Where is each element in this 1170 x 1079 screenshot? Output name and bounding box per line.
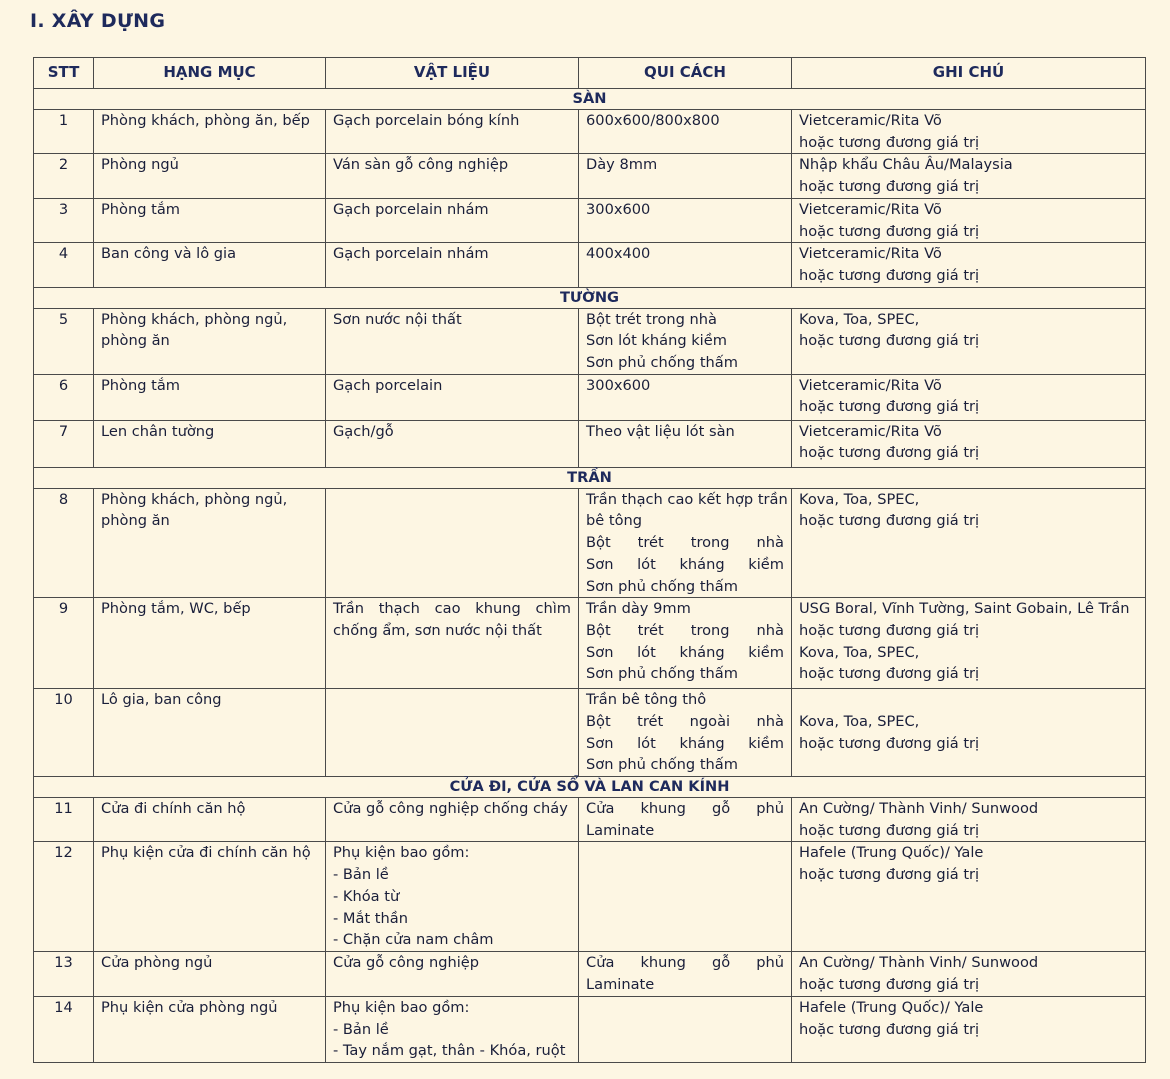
row-stt: 2 — [34, 154, 94, 198]
table-row — [34, 952, 1146, 996]
cell-line: hoặc tương đương giá trị — [799, 734, 980, 752]
cell-line: Bột trét ngoài nhà — [586, 712, 784, 730]
cell-line: hoặc tương đương giá trị — [799, 332, 980, 350]
row-material — [326, 420, 579, 467]
cell-line: hoặc tương đương giá trị — [799, 621, 980, 639]
row-item — [94, 842, 326, 952]
row-stt: 3 — [34, 198, 94, 242]
cell-line: hoặc tương đương giá trị — [799, 512, 980, 530]
row-stt: 9 — [34, 598, 94, 689]
header-material: VẬT LIỆU — [326, 58, 579, 89]
header-spec: QUI CÁCH — [579, 58, 792, 89]
row-item — [94, 308, 326, 374]
cell-line: Hafele (Trung Quốc)/ Yale — [799, 998, 984, 1016]
cell-line: hoặc tương đương giá trị — [799, 1020, 980, 1038]
table-row — [34, 198, 1146, 242]
cell-line — [799, 689, 1138, 711]
table-row — [34, 689, 1146, 777]
cell-line: Cửa gỗ công nghiệp chống cháy — [333, 800, 568, 818]
row-material — [326, 110, 579, 154]
row-spec — [579, 243, 792, 287]
row-material — [326, 798, 579, 842]
cell-line: 300x600 — [586, 376, 651, 394]
cell-line: Sơn phủ chống thấm — [586, 354, 738, 372]
table-row — [34, 374, 1146, 420]
row-note — [792, 374, 1146, 420]
cell-line: Sơn lót kháng kiềm — [586, 332, 727, 350]
row-note — [792, 110, 1146, 154]
row-material — [326, 996, 579, 1062]
cell-line: 400x400 — [586, 245, 651, 263]
row-spec — [579, 952, 792, 996]
row-item — [94, 110, 326, 154]
header-note: GHI CHÚ — [792, 58, 1146, 89]
row-material — [326, 488, 579, 598]
cell-line: Ban công và lô gia — [101, 245, 237, 263]
row-spec — [579, 689, 792, 777]
cell-line: Vietceramic/Rita Võ — [799, 245, 942, 263]
cell-line: 600x600/800x800 — [586, 112, 720, 129]
cell-line: Bột trét trong nhà — [586, 621, 784, 639]
row-note — [792, 952, 1146, 996]
cell-line: hoặc tương đương giá trị — [799, 444, 980, 462]
row-stt: 10 — [34, 689, 94, 777]
cell-line: hoặc tương đương giá trị — [799, 222, 980, 240]
cell-line: hoặc tương đương giá trị — [799, 178, 980, 196]
cell-line: chống ẩm, sơn nước nội thất — [333, 621, 542, 639]
row-material — [326, 198, 579, 242]
cell-line: Phòng khách, phòng ngủ, — [101, 490, 288, 508]
row-item — [94, 598, 326, 689]
page-title: I. XÂY DỰNG — [30, 10, 166, 32]
row-item — [94, 154, 326, 198]
section-title: TƯỜNG — [34, 287, 1146, 308]
cell-line: Sơn nước nội thất — [333, 310, 462, 328]
cell-line: Vietceramic/Rita Võ — [799, 200, 942, 218]
cell-line: Cửa gỗ công nghiệp — [333, 954, 480, 972]
section-row — [34, 287, 1146, 308]
row-item — [94, 798, 326, 842]
row-item — [94, 420, 326, 467]
cell-line: Dày 8mm — [586, 156, 658, 174]
section-row — [34, 467, 1146, 488]
cell-line: phòng ăn — [101, 332, 170, 350]
row-item — [94, 488, 326, 598]
row-note — [792, 689, 1146, 777]
cell-line: Trần thạch cao khung chìm — [333, 600, 571, 618]
row-stt: 1 — [34, 110, 94, 154]
cell-line: hoặc tương đương giá trị — [799, 821, 980, 839]
row-stt: 4 — [34, 243, 94, 287]
cell-line: Phụ kiện bao gồm: — [333, 844, 470, 862]
table-row — [34, 598, 1146, 689]
cell-line: Cửa đi chính căn hộ — [101, 800, 246, 818]
row-material — [326, 689, 579, 777]
row-spec — [579, 110, 792, 154]
cell-line: Sơn phủ chống thấm — [586, 756, 738, 774]
construction-spec-table — [33, 57, 1146, 1063]
cell-line: 300x600 — [586, 200, 651, 218]
row-spec — [579, 842, 792, 952]
cell-line: Lô gia, ban công — [101, 691, 222, 709]
cell-line: phòng ăn — [101, 512, 170, 530]
header-item: HẠNG MỤC — [94, 58, 326, 89]
row-item — [94, 198, 326, 242]
row-item — [94, 689, 326, 777]
row-stt: 5 — [34, 308, 94, 374]
cell-line: Hafele (Trung Quốc)/ Yale — [799, 844, 984, 862]
cell-line: - Bản lề — [333, 866, 389, 884]
table-header-row — [34, 58, 1146, 89]
cell-line: Kova, Toa, SPEC, — [799, 490, 920, 508]
row-spec — [579, 198, 792, 242]
cell-line: Gạch porcelain nhám — [333, 200, 489, 218]
row-note — [792, 842, 1146, 952]
table-row — [34, 243, 1146, 287]
row-stt: 11 — [34, 798, 94, 842]
cell-line: hoặc tương đương giá trị — [799, 266, 980, 284]
row-stt: 6 — [34, 374, 94, 420]
cell-line: Vietceramic/Rita Võ — [799, 422, 942, 440]
cell-line: Sơn lót kháng kiềm — [586, 555, 784, 573]
row-stt: 8 — [34, 488, 94, 598]
row-item — [94, 374, 326, 420]
row-material — [326, 598, 579, 689]
cell-line: Phòng tắm — [101, 376, 181, 394]
row-spec — [579, 488, 792, 598]
row-item — [94, 996, 326, 1062]
row-material — [326, 154, 579, 198]
cell-line: Phòng tắm, WC, bếp — [101, 600, 251, 618]
cell-line: Gạch/gỗ — [333, 422, 394, 440]
row-note — [792, 598, 1146, 689]
cell-line: Vietceramic/Rita Võ — [799, 112, 942, 129]
table-row — [34, 308, 1146, 374]
section-title: CỬA ĐI, CỬA SỔ VÀ LAN CAN KÍNH — [34, 777, 1146, 798]
cell-line: hoặc tương đương giá trị — [799, 398, 980, 416]
cell-line: Phòng tắm — [101, 200, 181, 218]
cell-line: Laminate — [586, 821, 655, 839]
row-stt: 14 — [34, 996, 94, 1062]
cell-line: An Cường/ Thành Vinh/ Sunwood — [799, 800, 1039, 818]
row-stt: 7 — [34, 420, 94, 467]
cell-line: hoặc tương đương giá trị — [799, 133, 980, 151]
row-spec — [579, 374, 792, 420]
cell-line: Ván sàn gỗ công nghiệp — [333, 156, 509, 174]
row-spec — [579, 598, 792, 689]
row-spec — [579, 308, 792, 374]
row-note — [792, 420, 1146, 467]
cell-line: hoặc tương đương giá trị — [799, 976, 980, 994]
section-title: TRẦN — [34, 467, 1146, 488]
cell-line: - Bản lề — [333, 1020, 389, 1038]
row-note — [792, 996, 1146, 1062]
cell-line: bê tông — [586, 512, 643, 530]
cell-line: Sơn phủ chống thấm — [586, 665, 738, 683]
cell-line: Kova, Toa, SPEC, — [799, 643, 920, 661]
cell-line: Len chân tường — [101, 422, 215, 440]
cell-line: - Chặn cửa nam châm — [333, 931, 494, 949]
cell-line: Laminate — [586, 976, 655, 994]
row-note — [792, 798, 1146, 842]
row-material — [326, 374, 579, 420]
row-spec — [579, 798, 792, 842]
cell-line: Trần dày 9mm — [586, 600, 691, 618]
cell-line: Gạch porcelain nhám — [333, 245, 489, 263]
row-item — [94, 243, 326, 287]
cell-line: Cửa khung gỗ phủ — [586, 954, 784, 972]
cell-line: Gạch porcelain — [333, 376, 443, 394]
section-row — [34, 89, 1146, 110]
cell-line: Bột trét trong nhà — [586, 534, 784, 552]
cell-line: Sơn lót kháng kiềm — [586, 734, 784, 752]
row-material — [326, 842, 579, 952]
row-material — [326, 308, 579, 374]
cell-line: Phòng khách, phòng ngủ, — [101, 310, 288, 328]
cell-line: Phụ kiện cửa đi chính căn hộ — [101, 844, 311, 862]
table-body — [34, 89, 1146, 1063]
table-row — [34, 488, 1146, 598]
cell-line: Phòng ngủ — [101, 156, 179, 174]
table-row — [34, 154, 1146, 198]
cell-line: hoặc tương đương giá trị — [799, 866, 980, 884]
cell-line: Sơn lót kháng kiềm — [586, 643, 784, 661]
cell-line: - Mắt thần — [333, 909, 408, 927]
row-note — [792, 488, 1146, 598]
row-item — [94, 952, 326, 996]
cell-line: Cửa khung gỗ phủ — [586, 800, 784, 818]
table-row — [34, 798, 1146, 842]
cell-line: Phụ kiện cửa phòng ngủ — [101, 998, 278, 1016]
row-note — [792, 243, 1146, 287]
cell-line: Phụ kiện bao gồm: — [333, 998, 470, 1016]
cell-line: Trần bê tông thô — [586, 691, 707, 709]
cell-line: - Tay nắm gạt, thân - Khóa, ruột — [333, 1042, 566, 1060]
cell-line: Sơn phủ chống thấm — [586, 577, 738, 595]
row-spec — [579, 996, 792, 1062]
cell-line: Kova, Toa, SPEC, — [799, 712, 920, 730]
row-spec — [579, 154, 792, 198]
cell-line: Theo vật liệu lót sàn — [586, 422, 735, 440]
cell-line: hoặc tương đương giá trị — [799, 665, 980, 683]
section-title: SÀN — [34, 89, 1146, 110]
table-row — [34, 110, 1146, 154]
row-note — [792, 154, 1146, 198]
cell-line: Nhập khẩu Châu Âu/Malaysia — [799, 156, 1013, 174]
table-row — [34, 420, 1146, 467]
row-note — [792, 198, 1146, 242]
cell-line: Vietceramic/Rita Võ — [799, 376, 942, 394]
cell-line: Bột trét trong nhà — [586, 310, 717, 328]
row-stt: 12 — [34, 842, 94, 952]
row-material — [326, 952, 579, 996]
table-row — [34, 842, 1146, 952]
cell-line: - Khóa từ — [333, 887, 400, 905]
row-material — [326, 243, 579, 287]
cell-line: Gạch porcelain bóng kính — [333, 112, 520, 129]
table-row — [34, 996, 1146, 1062]
cell-line: Kova, Toa, SPEC, — [799, 310, 920, 328]
row-spec — [579, 420, 792, 467]
row-note — [792, 308, 1146, 374]
cell-line: An Cường/ Thành Vinh/ Sunwood — [799, 954, 1039, 972]
cell-line: Trần thạch cao kết hợp trần — [586, 490, 788, 508]
cell-line: Cửa phòng ngủ — [101, 954, 213, 972]
header-stt: STT — [34, 58, 94, 89]
cell-line: USG Boral, Vĩnh Tường, Saint Gobain, Lê Trần — [799, 600, 1130, 618]
section-row — [34, 777, 1146, 798]
cell-line: Phòng khách, phòng ăn, bếp — [101, 112, 310, 129]
row-stt: 13 — [34, 952, 94, 996]
